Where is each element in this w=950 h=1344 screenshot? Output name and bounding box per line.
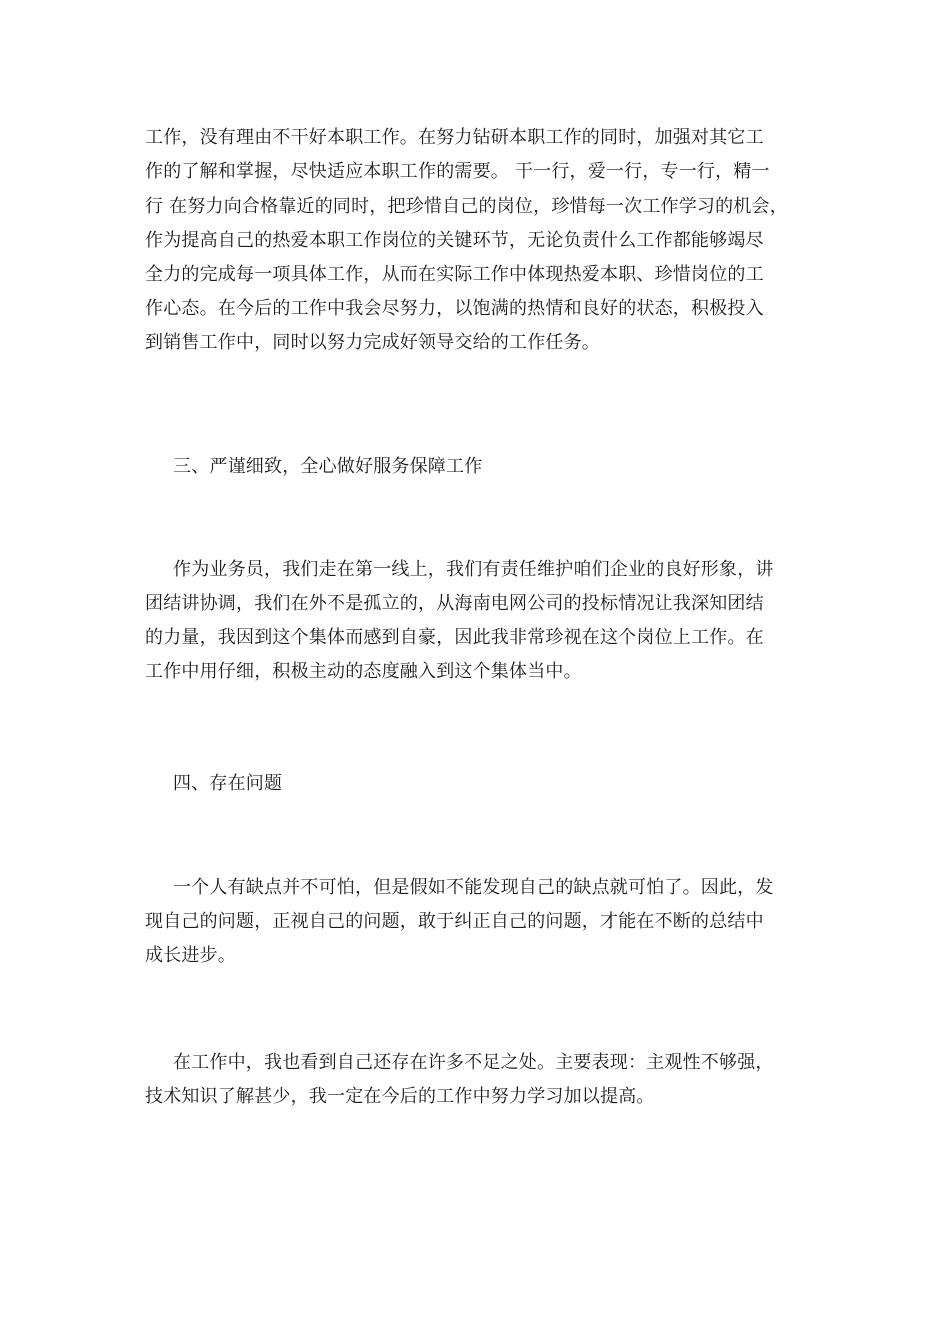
section-four-p1-line-1: 一个人有缺点并不可怕，但是假如不能发现自己的缺点就可怕了。因此，发 bbox=[173, 877, 774, 898]
section-three-line-3: 的力量，我因到这个集体而感到自豪，因此我非常珍视在这个岗位上工作。在 bbox=[145, 627, 764, 648]
intro-line-7: 到销售工作中，同时以努力完成好领导交给的工作任务。 bbox=[145, 332, 600, 353]
section-three-line-1: 作为业务员，我们走在第一线上，我们有责任维护咱们企业的良好形象，讲 bbox=[173, 559, 774, 580]
section-three-line-4: 工作中用仔细，积极主动的态度融入到这个集体当中。 bbox=[145, 661, 582, 682]
intro-line-1: 工作，没有理由不干好本职工作。在努力钻研本职工作的同时，加强对其它工 bbox=[145, 127, 764, 148]
section-four-heading: 四、存在问题 bbox=[173, 773, 283, 794]
intro-line-6: 作心态。在今后的工作中我会尽努力，以饱满的热情和良好的状态，积极投入 bbox=[145, 298, 764, 319]
intro-line-2: 作的了解和掌握，尽快适应本职工作的需要。 干一行，爱一行，专一行，精一 bbox=[145, 161, 770, 182]
section-four-p1-line-3: 成长进步。 bbox=[145, 945, 236, 966]
intro-line-4: 作为提高自己的热爱本职工作岗位的关键环节，无论负责什么工作都能够竭尽 bbox=[145, 230, 764, 251]
intro-line-5: 全力的完成每一项具体工作，从而在实际工作中体现热爱本职、珍惜岗位的工 bbox=[145, 264, 764, 285]
section-three-line-2: 团结讲协调，我们在外不是孤立的，从海南电网公司的投标情况让我深知团结 bbox=[145, 593, 764, 614]
section-four-p1-line-2: 现自己的问题，正视自己的问题，敢于纠正自己的问题，才能在不断的总结中 bbox=[145, 911, 764, 932]
intro-line-3: 行 在努力向合格靠近的同时，把珍惜自己的岗位，珍惜每一次工作学习的机会， bbox=[145, 196, 788, 217]
section-three-heading: 三、严谨细致，全心做好服务保障工作 bbox=[173, 456, 483, 477]
section-four-p2-line-2: 技术知识了解甚少，我一定在今后的工作中努力学习加以提高。 bbox=[145, 1086, 655, 1107]
section-four-p2-line-1: 在工作中，我也看到自己还存在许多不足之处。主要表现：主观性不够强， bbox=[173, 1052, 774, 1073]
